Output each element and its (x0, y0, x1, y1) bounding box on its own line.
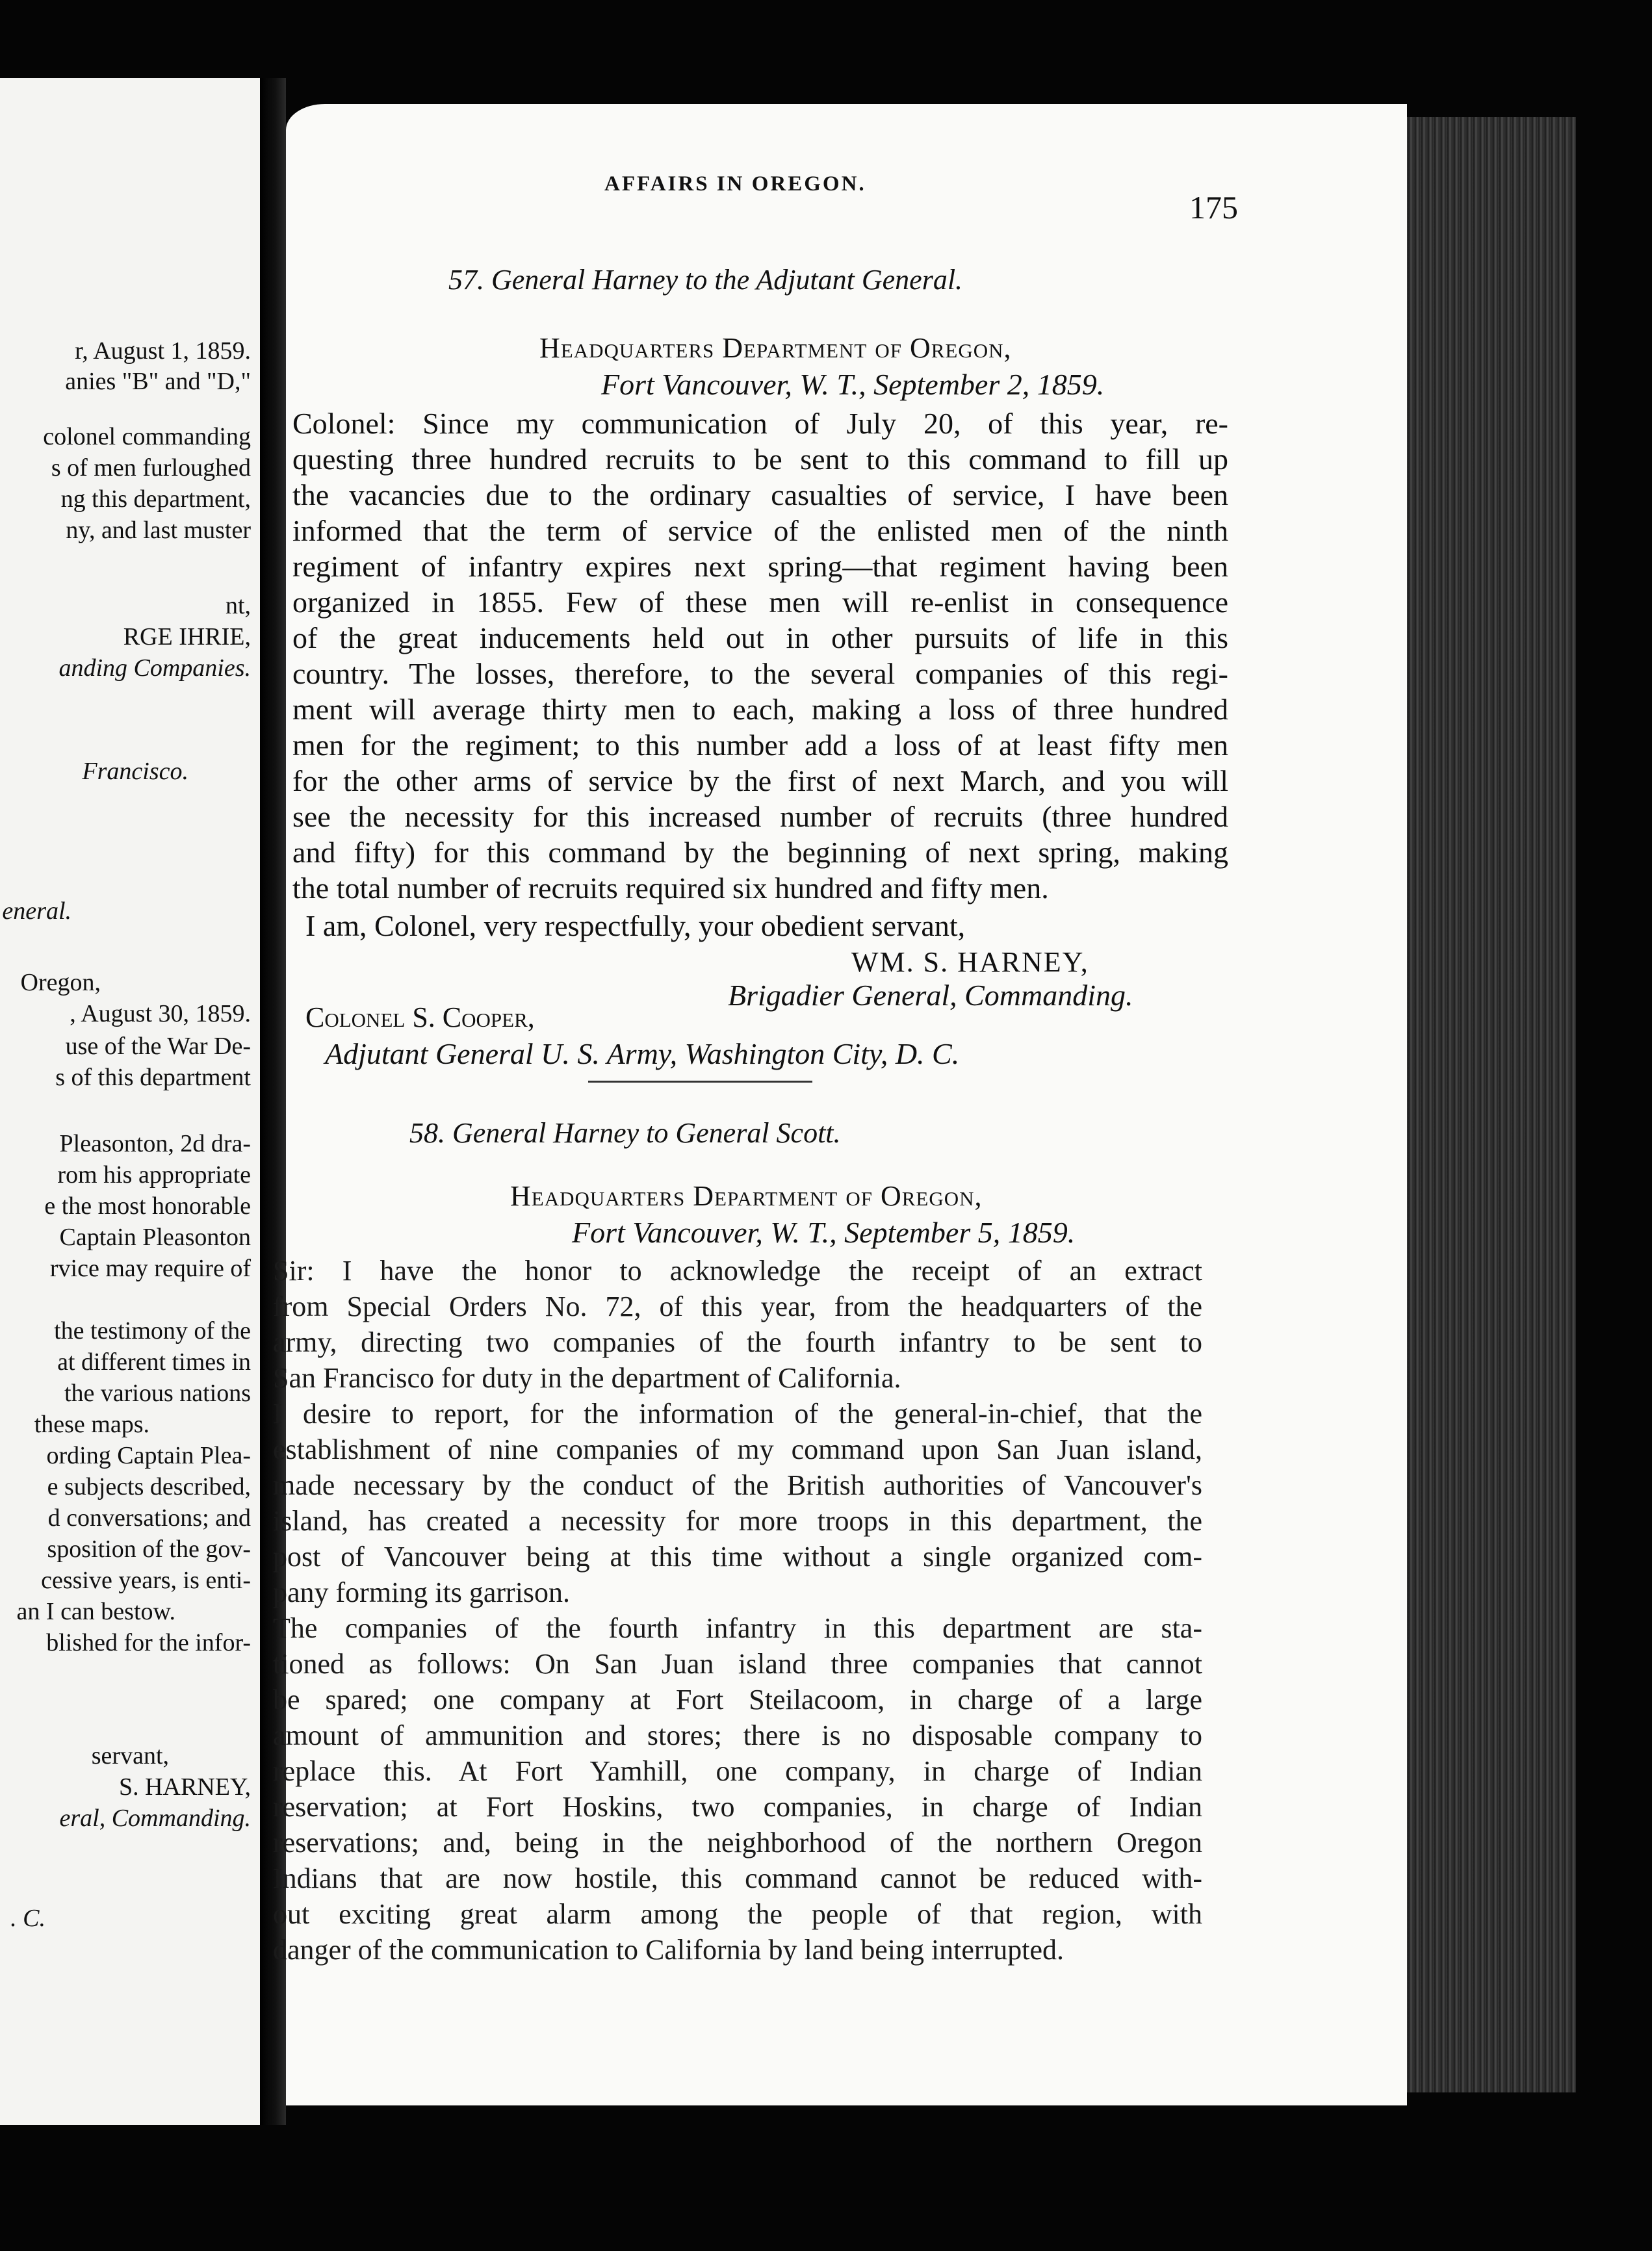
letter2-body-line: pany forming its garrison. (273, 1576, 571, 1608)
letter1-body-line: regiment of infantry expires next spring—that regiment having been (292, 550, 1228, 583)
left-page-line: s of men furloughed (51, 454, 251, 482)
left-page-line: the various nations (64, 1380, 251, 1407)
letter1-body-line: the total number of recruits required six hundred and fifty men. (292, 871, 1049, 905)
left-page-line: ording Captain Plea- (46, 1442, 251, 1469)
left-page-line: anies "B" and "D," (65, 368, 251, 395)
left-page-line: S. HARNEY, (118, 1773, 251, 1801)
letter2-body-line: replace this. At Fort Yamhill, one company, in charge of Indian (273, 1755, 1202, 1787)
left-page-line: cessive years, is enti- (41, 1567, 251, 1594)
letter1-body-line: country. The losses, therefore, to the several companies of this regi- (292, 657, 1228, 690)
left-page-line: anding Companies. (58, 654, 251, 682)
left-page-line: sposition of the gov- (47, 1536, 251, 1563)
letter1-body-line: questing three hundred recruits to be sent to this command to fill up (292, 443, 1228, 476)
letter1-title: 57. General Harney to the Adjutant General. (448, 264, 963, 296)
letter1-body-line: the vacancies due to the ordinary casualties of service, I have been (292, 478, 1228, 511)
letter2-body-line: amount of ammunition and stores; there is no disposable company to (273, 1719, 1202, 1751)
letter1-body-line: for the other arms of service by the first of next March, and you will (292, 764, 1228, 797)
letter2-body-line: out exciting great alarm among the people of that region, with (273, 1898, 1202, 1930)
letter2-heading-line1: Headquarters Department of Oregon, (510, 1180, 983, 1212)
left-page-line: . C. (10, 1905, 45, 1932)
letter1-body-line: of the great inducements held out in other pursuits of life in this (292, 621, 1228, 654)
left-page-line: Francisco. (82, 758, 188, 785)
left-page-line: these maps. (34, 1411, 149, 1438)
letter1-body-line: ment will average thirty men to each, making a loss of three hundred (292, 693, 1228, 726)
letter1-body-line: informed that the term of service of the enlisted men of the ninth (292, 514, 1228, 547)
left-page-line: eral, Commanding. (59, 1805, 251, 1832)
letter1-heading-line2: Fort Vancouver, W. T., September 2, 1859. (601, 368, 1105, 401)
letter2-body-line: tioned as follows: On San Juan island three companies that cannot (273, 1648, 1202, 1680)
left-facing-page (0, 78, 264, 2125)
left-page-line: use of the War De- (65, 1033, 251, 1060)
letter2-body-line: reservations; and, being in the neighborhood of the northern Oregon (273, 1827, 1202, 1859)
left-page-line: RGE IHRIE, (123, 623, 251, 650)
left-page-line: r, August 1, 1859. (75, 337, 251, 365)
letter1-addressee-name: Colonel S. Cooper, (305, 1001, 535, 1033)
left-page-line: at different times in (57, 1348, 251, 1376)
letter1-addressee-title: Adjutant General U. S. Army, Washington City, D. C. (325, 1037, 960, 1070)
left-page-line: servant, (91, 1742, 169, 1769)
left-page-line: d conversations; and (47, 1504, 251, 1532)
letter2-body-line: danger of the communication to California by land being interrupted. (273, 1934, 1064, 1966)
letter2-body-line: from Special Orders No. 72, of this year, from the headquarters of the (273, 1291, 1202, 1322)
letter2-body-line: army, directing two companies of the fourth infantry to be sent to (273, 1326, 1202, 1358)
left-page-line: ny, and last muster (66, 517, 251, 544)
running-head: AFFAIRS IN OREGON. (604, 172, 866, 196)
left-page-line: ng this department, (60, 485, 251, 513)
letter1-body-line: organized in 1855. Few of these men will re-enlist in consequence (292, 585, 1228, 619)
letter1-body-line: men for the regiment; to this number add a loss of at least fifty men (292, 728, 1228, 762)
letter2-body-line: reservation; at Fort Hoskins, two companies, in charge of Indian (273, 1791, 1202, 1823)
left-page-line: an I can bestow. (16, 1598, 175, 1625)
left-page-line: nt, (225, 592, 251, 619)
letter2-body-line: establishment of nine companies of my command upon San Juan island, (273, 1434, 1202, 1465)
letter2-body-line: be spared; one company at Fort Steilacoom, in charge of a large (273, 1684, 1202, 1716)
left-page-line: Captain Pleasonton (59, 1224, 251, 1251)
letter2-body-line: San Francisco for duty in the department of California. (273, 1362, 901, 1394)
letter2-body-line: Indians that are now hostile, this command cannot be reduced with- (273, 1862, 1202, 1894)
letter2-body-line: The companies of the fourth infantry in this department are sta- (273, 1612, 1202, 1644)
letter2-heading-line2: Fort Vancouver, W. T., September 5, 1859. (572, 1216, 1076, 1249)
letter2-body-line: I desire to report, for the information of the general-in-chief, that the (273, 1398, 1202, 1430)
left-page-line: e the most honorable (44, 1192, 251, 1220)
letter2-body-line: made necessary by the conduct of the British authorities of Vancouver's (273, 1469, 1202, 1501)
letter1-body-line: see the necessity for this increased number of recruits (three hundred (292, 800, 1228, 833)
page-number: 175 (1189, 189, 1238, 225)
left-page-line: colonel commanding (43, 423, 251, 450)
section-divider (588, 1081, 812, 1083)
letter1-body-line: Colonel: Since my communication of July 20, of this year, re- (292, 407, 1228, 440)
letter2-body-line: island, has created a necessity for more troops in this department, the (273, 1505, 1202, 1537)
letter1-closing: I am, Colonel, very respectfully, your obedient servant, (305, 909, 966, 942)
letter1-body-line: and fifty) for this command by the beginning of next spring, making (292, 836, 1228, 869)
letter1-signature-name: WM. S. HARNEY, (851, 946, 1089, 978)
left-page-line: eneral. (2, 897, 71, 925)
left-page-line: s of this department (55, 1064, 251, 1091)
left-page-line: rom his appropriate (57, 1161, 251, 1189)
letter2-body-line: post of Vancouver being at this time without a single organized com- (273, 1541, 1202, 1573)
left-page-line: , August 30, 1859. (70, 1000, 251, 1027)
left-page-line: Pleasonton, 2d dra- (59, 1130, 251, 1157)
letter1-heading-line1: Headquarters Department of Oregon, (539, 332, 1012, 364)
left-page-line: blished for the infor- (46, 1629, 251, 1656)
left-page-line: Oregon, (20, 969, 101, 996)
letter1-signature-title: Brigadier General, Commanding. (728, 979, 1133, 1012)
left-page-line: rvice may require of (49, 1255, 251, 1282)
left-page-line: e subjects described, (47, 1473, 251, 1500)
letter2-body-line: Sir: I have the honor to acknowledge the receipt of an extract (273, 1255, 1202, 1287)
letter2-title: 58. General Harney to General Scott. (409, 1117, 841, 1149)
book-page-edges (1407, 117, 1576, 2092)
left-page-line: the testimony of the (54, 1317, 251, 1344)
